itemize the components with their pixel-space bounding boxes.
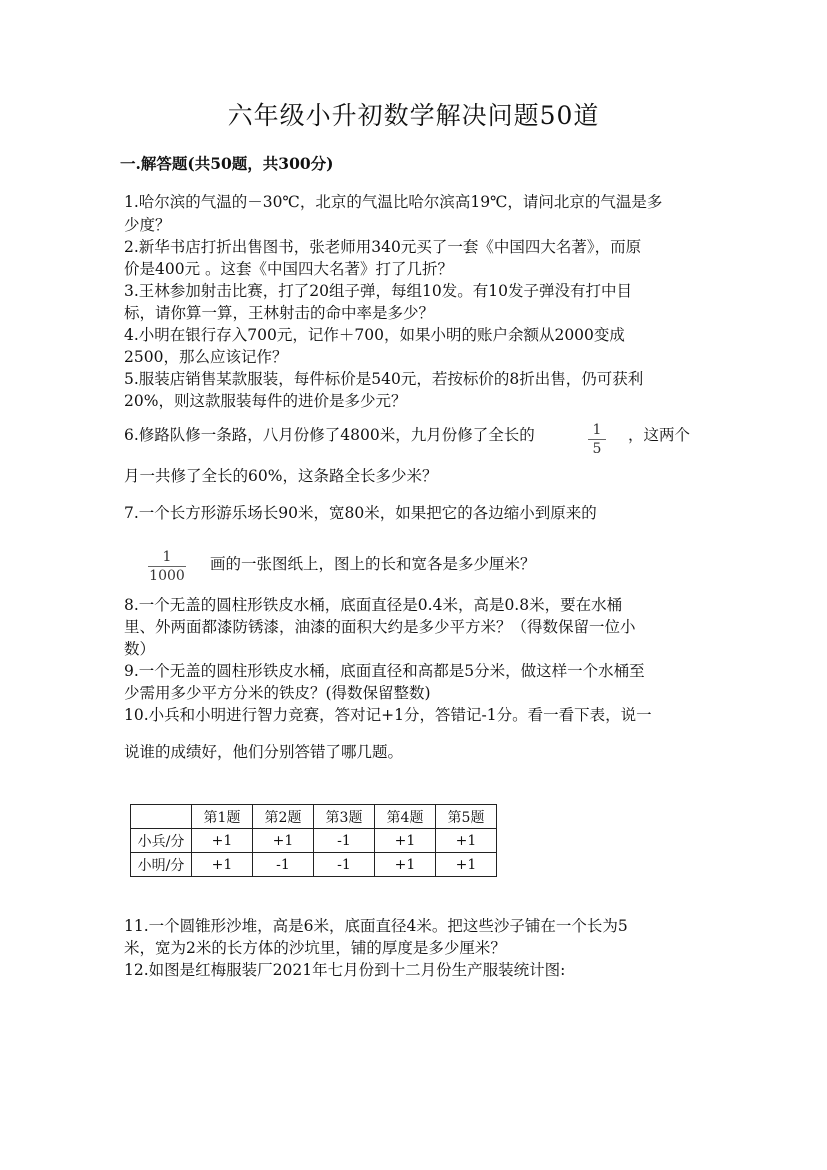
- problem-11-line-2: 米，宽为2米的长方体的沙坑里，铺的厚度是多少厘米？: [124, 939, 506, 957]
- table-cell: +1: [375, 829, 436, 853]
- header-q5: 第5题: [436, 805, 497, 829]
- problem-12-line-1: 12.如图是红梅服装厂2021年七月份到十二月份生产服装统计图:: [124, 961, 566, 979]
- page-title: 六年级小升初数学解决问题50道: [227, 101, 600, 130]
- table-cell: +1: [192, 853, 253, 877]
- fraction-one-thousandth: 1 1000: [149, 549, 185, 584]
- problem-8-line-2: 里、外两面都漆防锈漆，油漆的面积大约是多少平方米？（得数保留一位小: [124, 618, 636, 636]
- problem-8-line-1: 8.一个无盖的圆柱形铁皮水桶，底面直径是0.4米，高是0.8米，要在水桶: [124, 596, 623, 614]
- problem-5-line-1: 5.服装店销售某款服装，每件标价是540元，若按标价的8折出售，仍可获利: [124, 370, 644, 388]
- problem-10-line-1: 10.小兵和小明进行智力竞赛，答对记+1分，答错记-1分。看一看下表，说一: [124, 706, 652, 724]
- table-cell: -1: [253, 853, 314, 877]
- score-table-corner: [131, 805, 192, 829]
- problem-3-line-2: 标，请你算一算，王林射击的命中率是多少？: [124, 304, 435, 322]
- header-q2: 第2题: [253, 805, 314, 829]
- row-label-xiaobing: 小兵/分: [131, 829, 192, 853]
- problem-7-line-2: 画的一张图纸上，图上的长和宽各是多少厘米？: [210, 555, 536, 573]
- problem-6-line-1b: ，这两个: [628, 426, 691, 444]
- problem-2-line-2: 价是400元 。这套《中国四大名著》打了几折？: [124, 260, 454, 278]
- table-cell: +1: [375, 853, 436, 877]
- problem-5-line-2: 20%，则这款服装每件的进价是多少元？: [124, 392, 407, 410]
- header-q4: 第4题: [375, 805, 436, 829]
- problem-10-line-2: 说谁的成绩好，他们分别答错了哪几题。: [124, 743, 404, 761]
- score-table-header-row: [131, 805, 497, 829]
- table-cell: -1: [314, 853, 375, 877]
- table-cell: -1: [314, 829, 375, 853]
- row-label-xiaoming: 小明/分: [131, 853, 192, 877]
- header-q1: 第1题: [192, 805, 253, 829]
- problem-6-line-1a: 6.修路队修一条路，八月份修了4800米，九月份修了全长的: [124, 426, 535, 444]
- fraction-one-fifth: 1 5: [588, 422, 606, 457]
- problem-2-line-1: 2.新华书店打折出售图书，张老师用340元买了一套《中国四大名著》，而原: [124, 238, 642, 256]
- problem-1-line-2: 少度？: [124, 216, 171, 234]
- score-table: [130, 804, 497, 877]
- problem-11-line-1: 11.一个圆锥形沙堆，高是6米，底面直径4米。把这些沙子铺在一个长为5: [124, 917, 628, 935]
- table-cell: +1: [192, 829, 253, 853]
- problem-4-line-1: 4.小明在银行存入700元，记作＋700，如果小明的账户余额从2000变成: [124, 326, 625, 344]
- problem-9-line-1: 9.一个无盖的圆柱形铁皮水桶，底面直径和高都是5分米，做这样一个水桶至: [124, 662, 645, 680]
- problem-1-line-1: 1.哈尔滨的气温的－30℃，北京的气温比哈尔滨高19℃，请问北京的气温是多: [124, 193, 663, 211]
- table-row: [131, 829, 497, 853]
- section-heading: 一.解答题(共50题，共300分): [120, 154, 334, 173]
- table-cell: +1: [436, 829, 497, 853]
- table-row: [131, 853, 497, 877]
- problem-4-line-2: 2500，那么应该记作？: [124, 348, 288, 366]
- problem-7-line-1: 7.一个长方形游乐场长90米，宽80米，如果把它的各边缩小到原来的: [124, 504, 597, 522]
- problem-3-line-1: 3.王林参加射击比赛，打了20组子弹，每组10发。有10发子弹没有打中目: [124, 282, 632, 300]
- table-cell: +1: [436, 853, 497, 877]
- problem-9-line-2: 少需用多少平方分米的铁皮？(得数保留整数): [124, 684, 431, 702]
- header-q3: 第3题: [314, 805, 375, 829]
- problem-6-line-2: 月一共修了全长的60%，这条路全长多少米？: [124, 467, 438, 485]
- problem-8-line-3: 数）: [124, 640, 156, 658]
- table-cell: +1: [253, 829, 314, 853]
